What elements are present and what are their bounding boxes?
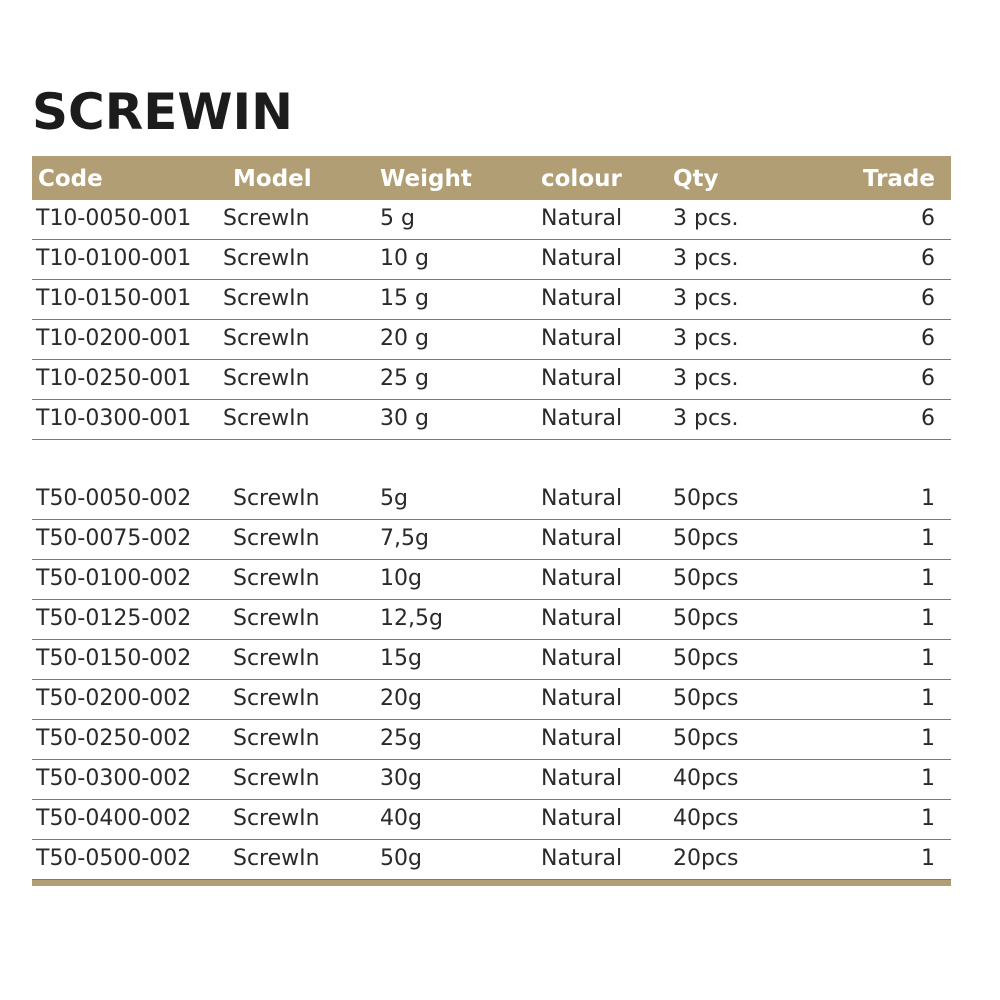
cell-trade: 1	[921, 846, 935, 871]
table-row	[32, 240, 951, 280]
cell-code: T50-0250-002	[36, 726, 192, 751]
table-group-t50	[32, 480, 951, 880]
cell-code: T50-0400-002	[36, 806, 192, 831]
cell-colour: Natural	[541, 646, 623, 671]
cell-model: ScrewIn	[223, 206, 310, 231]
header-colour: colour	[541, 166, 622, 192]
cell-trade: 1	[921, 486, 935, 511]
cell-qty: 50pcs	[673, 526, 739, 551]
cell-weight: 30 g	[380, 406, 429, 431]
cell-qty: 3 pcs.	[673, 286, 739, 311]
cell-model: ScrewIn	[233, 686, 320, 711]
cell-weight: 10 g	[380, 246, 429, 271]
cell-colour: Natural	[541, 366, 623, 391]
cell-code: T50-0050-002	[36, 486, 192, 511]
table-row	[32, 520, 951, 560]
table-row	[32, 200, 951, 240]
table-row	[32, 400, 951, 440]
cell-model: ScrewIn	[233, 646, 320, 671]
cell-colour: Natural	[541, 246, 623, 271]
cell-colour: Natural	[541, 846, 623, 871]
page-title: SCREWIN	[32, 83, 293, 141]
cell-trade: 6	[921, 406, 935, 431]
cell-weight: 30g	[380, 766, 422, 791]
table-row	[32, 760, 951, 800]
table-header	[32, 156, 951, 200]
cell-model: ScrewIn	[233, 806, 320, 831]
cell-colour: Natural	[541, 326, 623, 351]
cell-model: ScrewIn	[223, 246, 310, 271]
cell-model: ScrewIn	[223, 326, 310, 351]
cell-model: ScrewIn	[233, 726, 320, 751]
cell-trade: 1	[921, 646, 935, 671]
cell-trade: 1	[921, 806, 935, 831]
table-row	[32, 720, 951, 760]
cell-qty: 40pcs	[673, 766, 739, 791]
cell-colour: Natural	[541, 766, 623, 791]
cell-colour: Natural	[541, 566, 623, 591]
cell-weight: 50g	[380, 846, 422, 871]
cell-model: ScrewIn	[233, 486, 320, 511]
cell-weight: 10g	[380, 566, 422, 591]
cell-weight: 5 g	[380, 206, 415, 231]
cell-trade: 1	[921, 566, 935, 591]
cell-trade: 6	[921, 206, 935, 231]
cell-model: ScrewIn	[233, 846, 320, 871]
cell-code: T10-0050-001	[36, 206, 192, 231]
table-row	[32, 480, 951, 520]
cell-code: T50-0100-002	[36, 566, 192, 591]
cell-model: ScrewIn	[233, 606, 320, 631]
cell-weight: 7,5g	[380, 526, 429, 551]
table-row	[32, 680, 951, 720]
cell-qty: 3 pcs.	[673, 406, 739, 431]
cell-trade: 1	[921, 686, 935, 711]
cell-colour: Natural	[541, 286, 623, 311]
cell-weight: 15g	[380, 646, 422, 671]
cell-code: T10-0100-001	[36, 246, 192, 271]
table-footer-bar	[32, 880, 951, 886]
header-code: Code	[38, 166, 103, 192]
cell-code: T50-0300-002	[36, 766, 192, 791]
table-row	[32, 840, 951, 880]
cell-code: T10-0150-001	[36, 286, 192, 311]
cell-trade: 6	[921, 326, 935, 351]
table-row	[32, 640, 951, 680]
table-row	[32, 800, 951, 840]
cell-weight: 20 g	[380, 326, 429, 351]
cell-weight: 40g	[380, 806, 422, 831]
table-row	[32, 560, 951, 600]
product-table	[32, 156, 951, 886]
cell-model: ScrewIn	[233, 566, 320, 591]
cell-trade: 1	[921, 606, 935, 631]
cell-code: T10-0300-001	[36, 406, 192, 431]
cell-colour: Natural	[541, 806, 623, 831]
group-spacer	[32, 440, 951, 480]
table-row	[32, 360, 951, 400]
table-group-t10	[32, 200, 951, 440]
cell-weight: 15 g	[380, 286, 429, 311]
cell-qty: 50pcs	[673, 646, 739, 671]
cell-weight: 25g	[380, 726, 422, 751]
cell-trade: 1	[921, 526, 935, 551]
cell-weight: 25 g	[380, 366, 429, 391]
cell-qty: 50pcs	[673, 566, 739, 591]
cell-model: ScrewIn	[233, 526, 320, 551]
table-row	[32, 320, 951, 360]
cell-qty: 50pcs	[673, 686, 739, 711]
cell-model: ScrewIn	[223, 286, 310, 311]
cell-trade: 6	[921, 286, 935, 311]
cell-code: T10-0200-001	[36, 326, 192, 351]
header-weight: Weight	[380, 166, 472, 192]
cell-qty: 20pcs	[673, 846, 739, 871]
cell-model: ScrewIn	[223, 366, 310, 391]
cell-qty: 3 pcs.	[673, 206, 739, 231]
cell-qty: 3 pcs.	[673, 366, 739, 391]
cell-qty: 50pcs	[673, 486, 739, 511]
cell-code: T50-0125-002	[36, 606, 192, 631]
cell-weight: 12,5g	[380, 606, 443, 631]
cell-trade: 1	[921, 766, 935, 791]
cell-colour: Natural	[541, 606, 623, 631]
cell-code: T50-0150-002	[36, 646, 192, 671]
cell-code: T50-0200-002	[36, 686, 192, 711]
cell-weight: 5g	[380, 486, 408, 511]
header-qty: Qty	[673, 166, 719, 192]
cell-colour: Natural	[541, 206, 623, 231]
cell-qty: 50pcs	[673, 606, 739, 631]
table-row	[32, 600, 951, 640]
cell-colour: Natural	[541, 486, 623, 511]
cell-code: T10-0250-001	[36, 366, 192, 391]
cell-model: ScrewIn	[233, 766, 320, 791]
cell-colour: Natural	[541, 406, 623, 431]
header-trade: Trade	[862, 166, 935, 192]
cell-trade: 6	[921, 246, 935, 271]
cell-colour: Natural	[541, 686, 623, 711]
cell-model: ScrewIn	[223, 406, 310, 431]
header-model: Model	[233, 166, 312, 192]
cell-code: T50-0500-002	[36, 846, 192, 871]
cell-trade: 6	[921, 366, 935, 391]
cell-colour: Natural	[541, 526, 623, 551]
cell-weight: 20g	[380, 686, 422, 711]
cell-code: T50-0075-002	[36, 526, 192, 551]
cell-qty: 3 pcs.	[673, 326, 739, 351]
cell-trade: 1	[921, 726, 935, 751]
cell-qty: 50pcs	[673, 726, 739, 751]
cell-colour: Natural	[541, 726, 623, 751]
cell-qty: 40pcs	[673, 806, 739, 831]
table-row	[32, 280, 951, 320]
cell-qty: 3 pcs.	[673, 246, 739, 271]
